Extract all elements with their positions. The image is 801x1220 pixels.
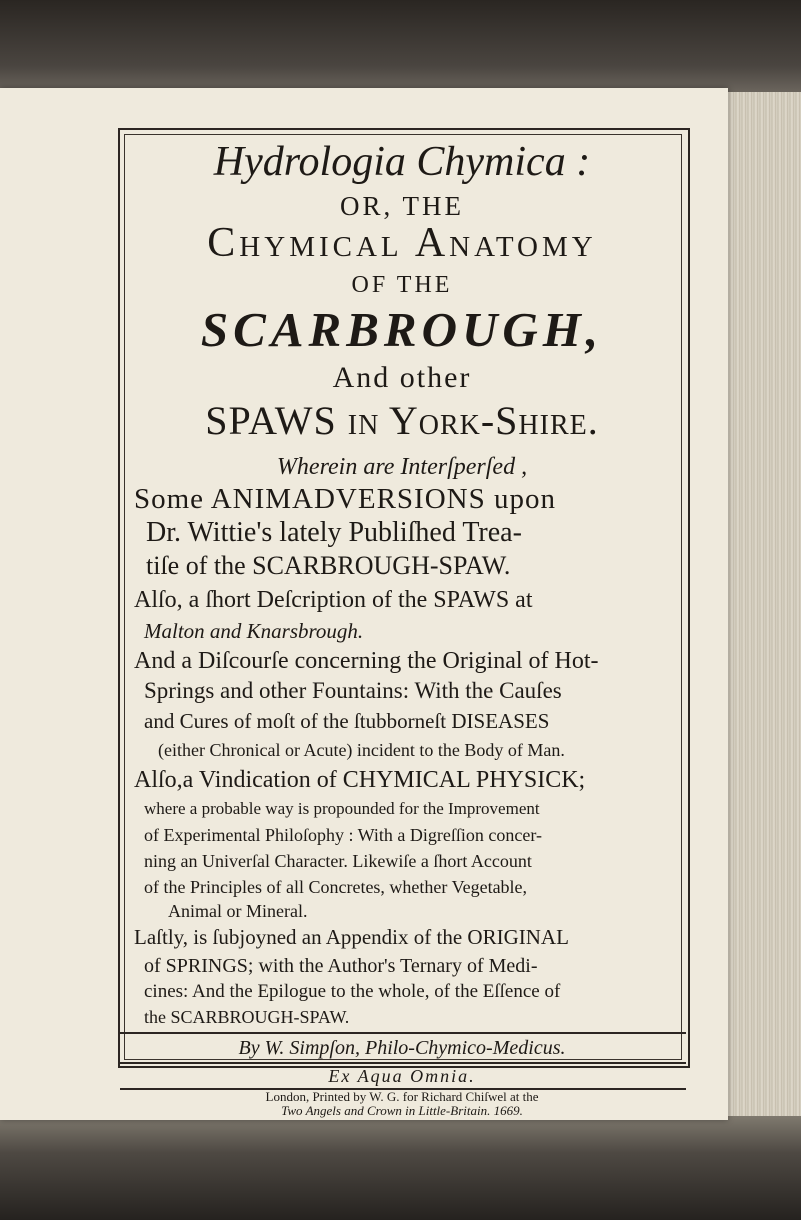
body-line-1: Some ANIMADVERSIONS upon [134, 483, 556, 515]
body-line-18: cines: And the Epilogue to the whole, of the Eſſence of [144, 981, 561, 1002]
body-line-2: Dr. Wittie's lately Publiſhed Trea- [146, 517, 522, 548]
title-line-5: SCARBROUGH, [200, 302, 604, 357]
title-line-2: OR, THE [339, 191, 464, 221]
body-line-3: tiſe of the SCARBROUGH-SPAW. [146, 551, 511, 580]
title-line-7: SPAWS in York-Shire. [205, 398, 599, 443]
author-line: By W. Simpſon, Philo-Chymico-Medicus. [238, 1037, 566, 1059]
body-line-8: and Cures of moſt of the ſtubborneſt DISEASES [144, 709, 550, 733]
body-line-9: (either Chronical or Acute) incident to the Body of Man. [158, 740, 565, 760]
body-line-5: Malton and Knarsbrough. [144, 619, 364, 643]
imprint-line-1: London, Printed by W. G. for Richard Chiſwel at the [265, 1090, 539, 1104]
body-line-12: of Experimental Philoſophy : With a Digreſſion concer- [144, 825, 542, 845]
scan-background-bottom [0, 1108, 801, 1220]
body-line-7: Springs and other Fountains: With the Cauſes [144, 678, 562, 703]
page-edges [728, 92, 801, 1116]
motto-line: Ex Aqua Omnia. [328, 1066, 476, 1086]
body-line-6: And a Diſcourſe concerning the Original of Hot- [134, 648, 599, 674]
body-line-4: Alſo, a ſhort Deſcription of the SPAWS at [134, 587, 533, 613]
body-line-13: ning an Univerſal Character. Likewiſe a ſhort Account [144, 851, 532, 871]
rule-2 [120, 1062, 686, 1064]
rule-1 [120, 1032, 686, 1034]
body-line-11: where a probable way is propounded for the Improvement [144, 799, 540, 818]
title-line-4: OF THE [351, 272, 453, 298]
body-line-19: the SCARBROUGH-SPAW. [144, 1007, 350, 1027]
body-line-14: of the Principles of all Concretes, whether Vegetable, [144, 877, 528, 897]
body-line-16: Laſtly, is ſubjoyned an Appendix of the ORIGINAL [134, 925, 569, 949]
imprint-line-2: Two Angels and Crown in Little-Britain. 1669. [281, 1104, 523, 1118]
body-line-15: Animal or Mineral. [168, 901, 308, 921]
body-line-10: Alſo,a Vindication of CHYMICAL PHYSICK; [134, 767, 586, 793]
body-line-17: of SPRINGS; with the Author's Ternary of Medi- [144, 955, 538, 977]
title-line-6: And other [332, 361, 472, 394]
title-line-3: Chymical Anatomy [207, 220, 597, 266]
title-line-8: Wherein are Interſperſed , [276, 454, 528, 480]
title-line-1: Hydrologia Chymica : [213, 139, 591, 185]
